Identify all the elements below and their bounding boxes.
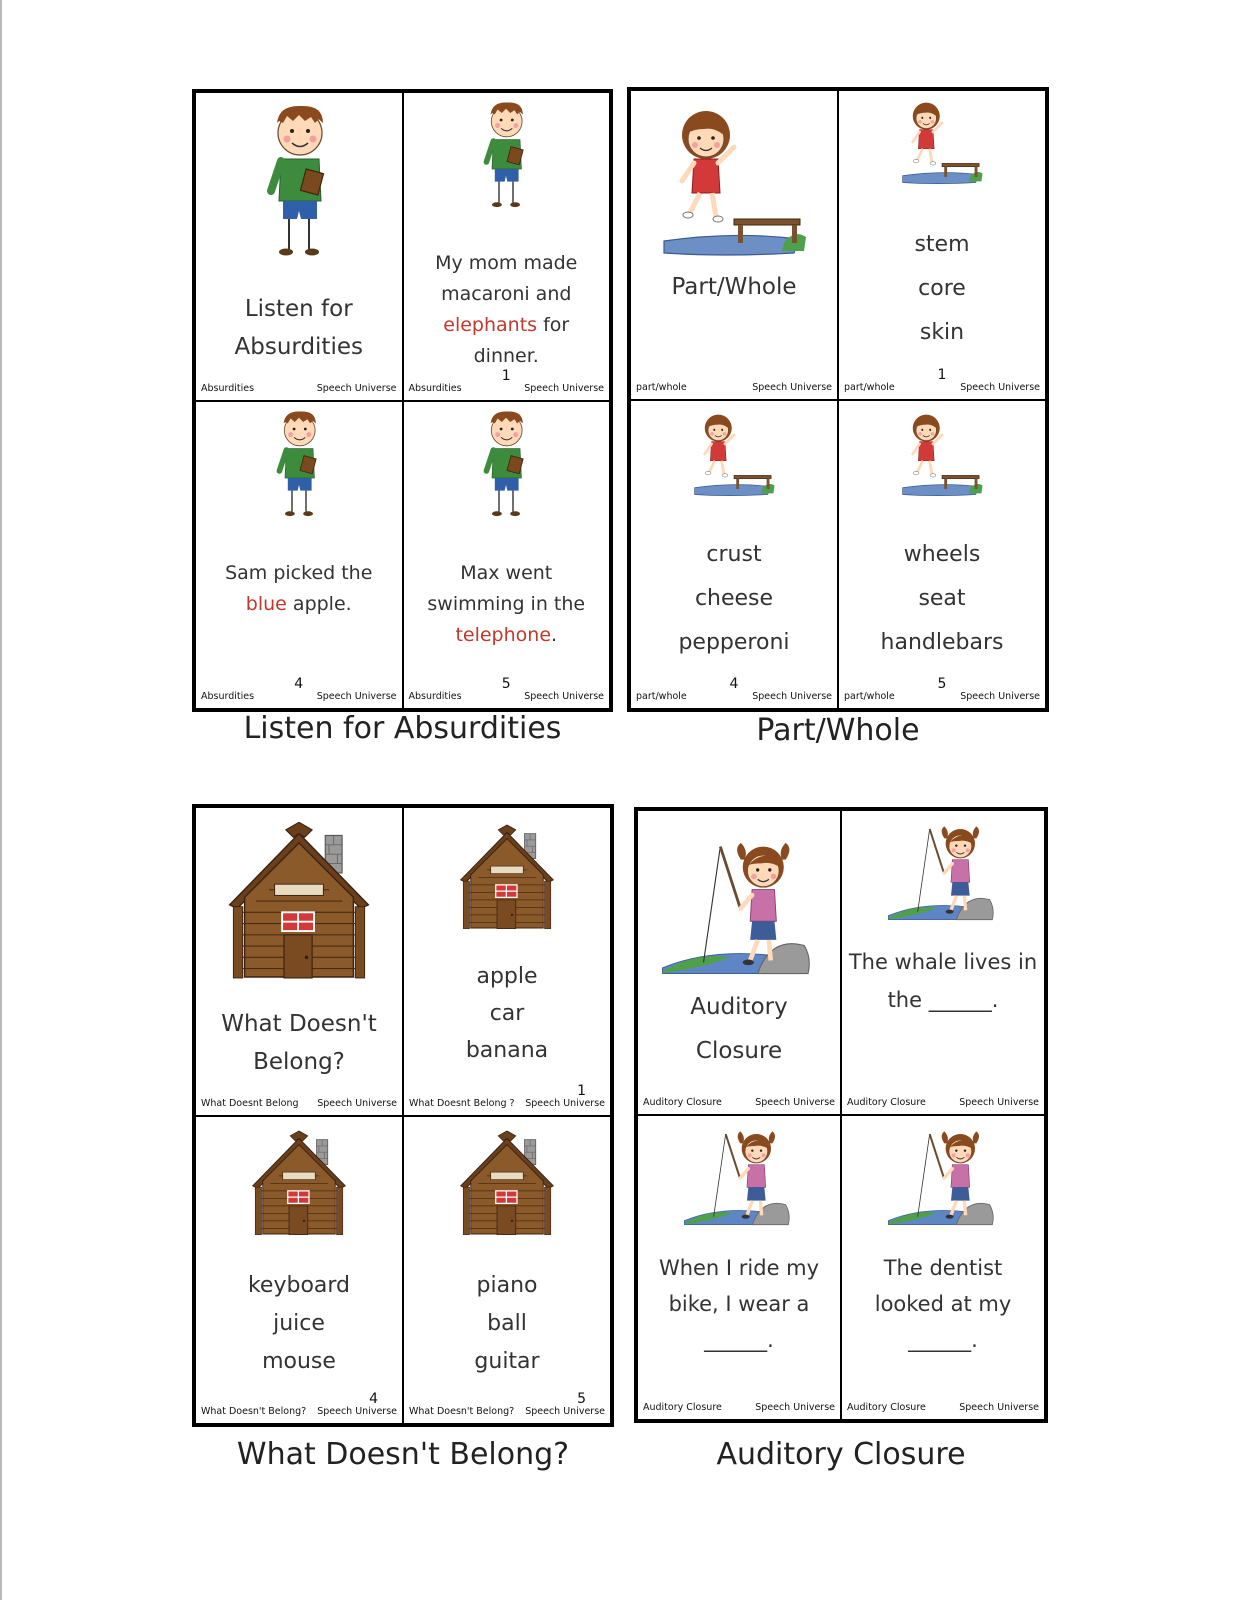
card-number: 5 (501, 676, 511, 692)
fishing-girl-icon (638, 841, 840, 981)
card-brand-label: Speech Universe (524, 691, 604, 702)
log-cabin-icon (404, 824, 610, 932)
girl-on-dock-icon (839, 97, 1045, 187)
absurdities-card-grid (192, 89, 613, 712)
absurdities-title-card[interactable] (195, 92, 403, 401)
boy-icon (404, 408, 610, 520)
card-brand-label: Speech Universe (317, 1097, 397, 1109)
log-cabin-icon (196, 1125, 402, 1243)
card-category-label: Auditory Closure (847, 1097, 926, 1108)
doesnt-belong-card-4-list: keyboard juice mouse (247, 1272, 351, 1374)
part-whole-card-4-list: crust cheese pepperoni (678, 541, 790, 655)
auditory-closure-card-2[interactable] (637, 1115, 841, 1420)
doesnt-belong-card-5-list: piano ball guitar (474, 1272, 540, 1374)
auditory-closure-card-3[interactable] (841, 1115, 1045, 1420)
absurdities-card-4[interactable] (195, 401, 403, 710)
part-whole-card-grid (627, 87, 1049, 712)
girl-on-dock-icon (839, 409, 1045, 499)
doesnt-belong-caption: What Doesn't Belong? (236, 1437, 570, 1472)
doesnt-belong-card-1[interactable] (403, 807, 611, 1116)
card-brand-label: Speech Universe (525, 1097, 605, 1109)
card-number: 1 (577, 1082, 586, 1099)
absurdities-card-1-sentence: My mom made macaroni and elephants for dinner. (435, 252, 578, 367)
part-whole-card-5[interactable] (838, 400, 1046, 710)
card-category-label: part/whole (844, 691, 895, 702)
card-number: 5 (577, 1391, 586, 1407)
boy-icon (404, 99, 610, 211)
auditory-closure-sheet (634, 807, 1048, 1487)
card-brand-label: Speech Universe (960, 381, 1040, 393)
card-brand-label: Speech Universe (317, 1406, 397, 1417)
card-brand-label: Speech Universe (525, 1406, 605, 1417)
absurdities-card-4-sentence: Sam picked the blue apple. (225, 561, 373, 615)
doesnt-belong-card-4[interactable] (195, 1116, 403, 1425)
card-category-label: part/whole (844, 381, 895, 393)
card-category-label: What Doesn't Belong? (409, 1406, 515, 1417)
card-number: 4 (729, 676, 739, 692)
part-whole-card-4[interactable] (630, 400, 838, 710)
auditory-closure-card-3-sentence: The dentist looked at my ______. (874, 1256, 1012, 1352)
card-brand-label: Speech Universe (316, 382, 397, 394)
card-brand-label: Speech Universe (752, 381, 832, 393)
card-category-label: Absurdities (201, 691, 255, 702)
girl-on-dock-icon (631, 409, 837, 499)
card-category-label: Auditory Closure (847, 1402, 926, 1413)
card-category-label: Absurdities (408, 382, 462, 394)
card-brand-label: Speech Universe (524, 382, 604, 394)
absurdities-sheet (192, 89, 613, 749)
part-whole-card-5-list: wheels seat handlebars (880, 541, 1004, 655)
page-left-rule (0, 0, 2, 1600)
auditory-closure-card-1[interactable] (841, 810, 1045, 1115)
card-number: 1 (937, 366, 947, 383)
card-category-label: What Doesnt Belong (201, 1097, 299, 1109)
part-whole-caption: Part/Whole (756, 713, 920, 748)
absurdities-card-5[interactable] (403, 401, 611, 710)
card-number: 5 (937, 676, 947, 692)
card-category-label: Auditory Closure (643, 1097, 722, 1108)
card-category-label: What Doesn't Belong? (201, 1406, 307, 1417)
absurdities-title-text: Listen for Absurdities (234, 296, 363, 360)
card-category-label: Absurdities (408, 691, 462, 702)
boy-icon (196, 408, 402, 520)
part-whole-sheet (627, 87, 1049, 752)
fishing-girl-icon (842, 1130, 1044, 1230)
doesnt-belong-card-5[interactable] (403, 1116, 611, 1425)
card-category-label: part/whole (636, 381, 687, 393)
card-category-label: Auditory Closure (643, 1402, 722, 1413)
auditory-closure-card-2-sentence: When I ride my bike, I wear a ______. (658, 1256, 820, 1352)
card-number: 1 (501, 367, 511, 384)
fishing-girl-icon (638, 1130, 840, 1230)
auditory-closure-title-card[interactable] (637, 810, 841, 1115)
part-whole-title-text: Part/Whole (671, 274, 797, 300)
fishing-girl-icon (842, 825, 1044, 925)
card-category-label: part/whole (636, 691, 687, 702)
doesnt-belong-card-grid (192, 804, 614, 1427)
card-category-label: What Doesnt Belong ? (409, 1097, 515, 1109)
absurdities-card-1[interactable] (403, 92, 611, 401)
auditory-closure-caption: Auditory Closure (716, 1437, 966, 1472)
auditory-closure-card-1-sentence: The whale lives in the ______. (848, 950, 1038, 1012)
part-whole-card-1-list: stem core skin (914, 232, 970, 345)
card-brand-label: Speech Universe (959, 1097, 1039, 1108)
auditory-closure-card-grid (634, 807, 1048, 1423)
card-brand-label: Speech Universe (959, 1402, 1039, 1413)
doesnt-belong-card-1-list: apple car banana (465, 964, 549, 1063)
card-number: 4 (294, 676, 304, 692)
card-brand-label: Speech Universe (755, 1402, 835, 1413)
auditory-closure-title-text: Auditory Closure (690, 994, 788, 1064)
absurdities-card-5-sentence: Max went swimming in the telephone. (427, 561, 586, 646)
doesnt-belong-sheet (192, 804, 614, 1484)
card-brand-label: Speech Universe (960, 691, 1040, 702)
card-category-label: Absurdities (201, 382, 255, 394)
part-whole-card-1[interactable] (838, 90, 1046, 400)
card-number: 4 (369, 1391, 378, 1407)
doesnt-belong-title-text: What Doesn't Belong? (221, 1011, 377, 1075)
card-brand-label: Speech Universe (752, 691, 832, 702)
card-brand-label: Speech Universe (316, 691, 397, 702)
girl-on-dock-icon (631, 101, 837, 261)
log-cabin-icon (196, 822, 402, 982)
log-cabin-icon (404, 1125, 610, 1243)
card-brand-label: Speech Universe (755, 1097, 835, 1108)
part-whole-title-card[interactable] (630, 90, 838, 400)
doesnt-belong-title-card[interactable] (195, 807, 403, 1116)
boy-icon (196, 101, 402, 261)
absurdities-caption: Listen for Absurdities (243, 711, 562, 746)
